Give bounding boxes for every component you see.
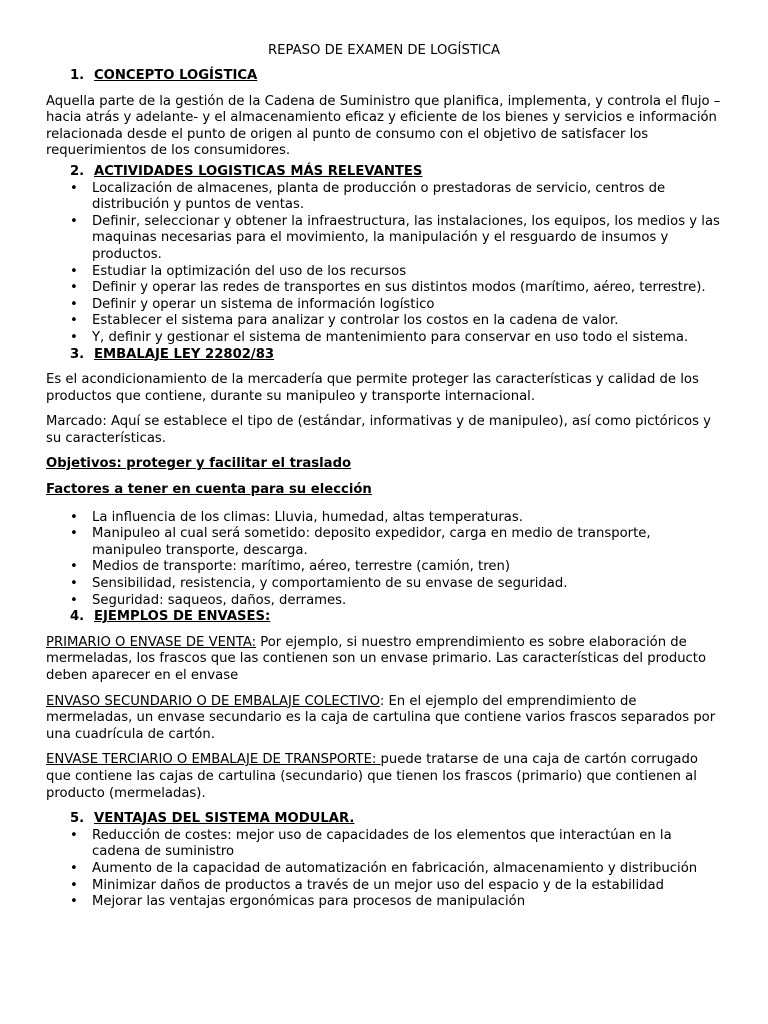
section-heading-5 xyxy=(46,811,722,828)
list-item: • La influencia de los climas: Lluvia, humedad, altas temperaturas. xyxy=(46,510,722,527)
section-heading-text: EJEMPLOS DE ENVASES: xyxy=(94,609,271,625)
list-item: • Establecer el sistema para analizar y controlar los costos en la cadena de valor. xyxy=(46,313,722,330)
paragraph-primario xyxy=(46,635,722,685)
paragraph: Aquella parte de la gestión de la Cadena de Suministro que planifica, implementa, y controla el flujo –hacia atrás y adelante- y el almacenamiento eficaz y eficiente de los bienes y servicios e información relacionada desde el punto de origen al punto de consumo con el objetivo de satisfacer los requerimientos de los consumidores. xyxy=(46,93,721,159)
section-heading-text: VENTAJAS DEL SISTEMA MODULAR. xyxy=(94,811,355,827)
list-item: • Estudiar la optimización del uso de los recursos xyxy=(46,264,722,281)
list-item: • Y, definir y gestionar el sistema de mantenimiento para conservar en uso todo el sistema. xyxy=(46,330,722,347)
section-number: 2. xyxy=(70,163,85,179)
paragraph: Es el acondicionamiento de la mercadería que permite proteger las características y calidad de los productos que contiene, durante su manipuleo y transporte internacional. xyxy=(46,372,699,404)
list-item: • Sensibilidad, resistencia, y comportamiento de su envase de seguridad. xyxy=(46,576,722,593)
section-heading-2 xyxy=(46,164,722,181)
section-heading-1 xyxy=(46,68,722,85)
paragraph-terciario xyxy=(46,752,722,802)
term-label: ENVASO SECUNDARIO O DE EMBALAJE COLECTIVO xyxy=(46,693,380,709)
section-number: 3. xyxy=(70,346,85,362)
paragraph-secundario xyxy=(46,694,722,744)
paragraph: Marcado: Aquí se establece el tipo de (estándar, informativas y de manipuleo), así como pictóricos y su características. xyxy=(46,414,711,446)
subheading-factores: Factores a tener en cuenta para su elección xyxy=(46,482,372,498)
term-text: Por ejemplo, si nuestro emprendimiento es sobre elaboración de mermeladas, los frascos que las contienen son un envase primario. Las características del producto deben aparecer en el envase xyxy=(46,634,707,683)
list-item: • Mejorar las ventajas ergonómicas para procesos de manipulación xyxy=(46,894,722,911)
document-title: REPASO DE EXAMEN DE LOGÍSTICA xyxy=(268,43,500,58)
section-heading-4 xyxy=(46,609,722,626)
list-item: • Aumento de la capacidad de automatización en fabricación, almacenamiento y distribución xyxy=(46,861,722,878)
term-label: ENVASE TERCIARIO O EMBALAJE DE TRANSPORTE: xyxy=(46,752,381,768)
section-heading-3 xyxy=(46,347,722,364)
list-item: • Minimizar daños de productos a través de un mejor uso del espacio y de la estabilidad xyxy=(46,878,722,895)
list-item: • Manipuleo al cual será sometido: deposito expedidor, carga en medio de transporte, manipuleo transporte, descarga. xyxy=(46,526,722,559)
list-item: • Definir y operar un sistema de información logístico xyxy=(46,297,722,314)
term-text: puede tratarse de una caja de cartón corrugado que contiene las cajas de cartulina (secundario) que tienen los frascos (primario) que contienen al producto (mermeladas). xyxy=(46,752,698,801)
section-heading-text: ACTIVIDADES LOGISTICAS MÁS RELEVANTES xyxy=(94,163,423,179)
bullet-list xyxy=(46,828,722,911)
section-number: 4. xyxy=(70,609,85,625)
bullet-list xyxy=(46,510,722,610)
section-heading-text: CONCEPTO LOGÍSTICA xyxy=(94,68,258,83)
list-item: • Seguridad: saqueos, daños, derrames. xyxy=(46,593,722,610)
subheading-objetivos: Objetivos: proteger y facilitar el traslado xyxy=(46,456,352,472)
document-body xyxy=(46,68,722,911)
term-text: : En el ejemplo del emprendimiento de mermeladas, un envase secundario es la caja de cartulina que contiene varios frascos separados por una cuadrícula de cartón. xyxy=(46,693,716,742)
list-item: • Localización de almacenes, planta de producción o prestadoras de servicio, centros de distribución y puntos de ventas. xyxy=(46,181,722,214)
section-number: 5. xyxy=(70,811,85,827)
list-item: • Medios de transporte: marítimo, aéreo, terrestre (camión, tren) xyxy=(46,559,722,576)
list-item: • Reducción de costes: mejor uso de capacidades de los elementos que interactúan en la cadena de suministro xyxy=(46,828,722,861)
bullet-list xyxy=(46,181,722,347)
section-number: 1. xyxy=(70,68,85,83)
list-item: • Definir y operar las redes de transportes en sus distintos modos (marítimo, aéreo, terrestre). xyxy=(46,280,722,297)
list-item: • Definir, seleccionar y obtener la infraestructura, las instalaciones, los equipos, los medios y las maquinas necesarias para el movimiento, la manipulación y el resguardo de insumos y productos. xyxy=(46,214,722,264)
term-label: PRIMARIO O ENVASE DE VENTA: xyxy=(46,634,257,650)
section-heading-text: EMBALAJE LEY 22802/83 xyxy=(94,346,275,362)
